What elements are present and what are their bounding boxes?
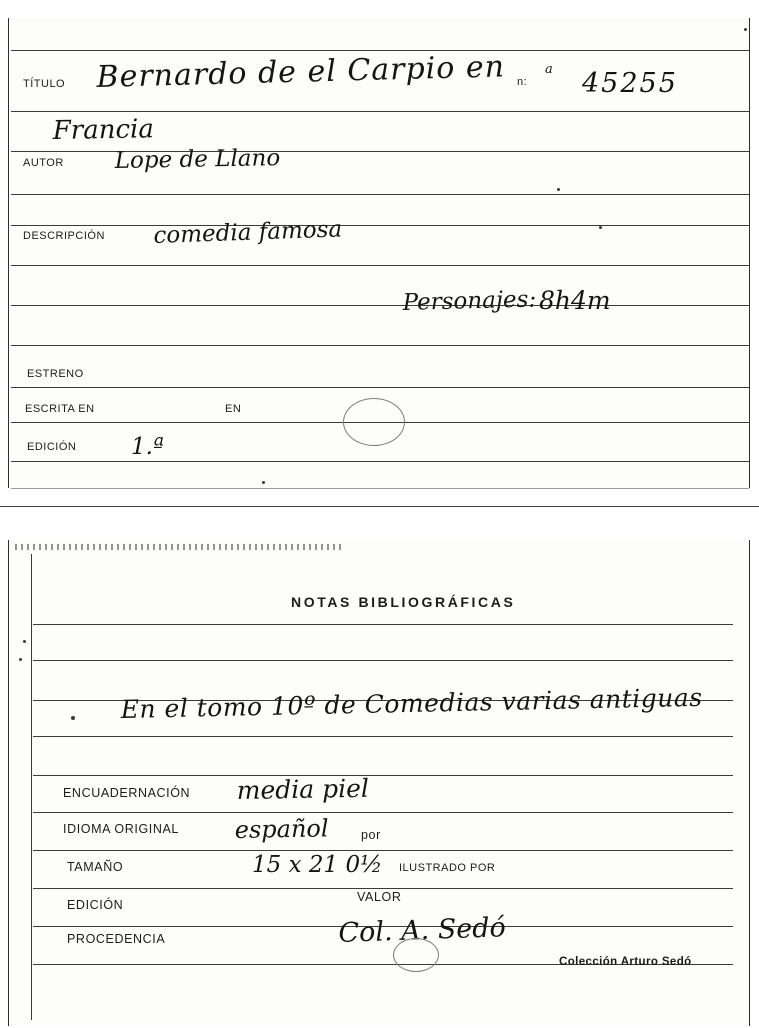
card-front-rule-4: [11, 194, 749, 195]
card-front-rule-7: [11, 305, 749, 306]
label-procedencia: PROCEDENCIA: [67, 932, 166, 946]
scan-speck-3: [262, 481, 265, 484]
scan-speck-6: [19, 658, 22, 661]
label-titulo: TÍTULO: [23, 78, 66, 90]
scan-speck-7: [23, 640, 26, 643]
card-back-rule-5: [33, 775, 733, 776]
value-descripcion: comedia famosa: [153, 216, 343, 249]
value-idioma-original: español: [234, 814, 329, 844]
value-catalog-number: 45255: [582, 68, 678, 99]
scan-top-edge-noise: [15, 544, 345, 550]
label-ilustrado-por: ILUSTRADO POR: [399, 862, 496, 874]
label-escrita-en: ESCRITA EN: [25, 403, 95, 415]
label-autor: AUTOR: [23, 157, 64, 169]
catalog-card-back: [8, 540, 750, 1026]
label-edicion-back: EDICIÓN: [67, 898, 124, 912]
card-back-rule-7: [33, 850, 733, 851]
value-edicion-front: 1.ª: [131, 434, 164, 460]
label-catalog-number: n:: [517, 76, 528, 88]
card-front-rule-6: [11, 265, 749, 266]
card-front-rule-8: [11, 345, 749, 346]
value-personajes: 8h4m: [539, 286, 611, 315]
value-titulo-overflow: Francia: [52, 114, 155, 146]
scan-speck-5: [71, 716, 75, 720]
card-back-rule-2: [33, 660, 733, 661]
scan-speck-1: [557, 188, 560, 191]
label-valor: VALOR: [357, 890, 402, 904]
card-front-rule-11: [11, 461, 749, 462]
label-edicion: EDICIÓN: [27, 441, 77, 453]
label-estreno: ESTRENO: [27, 368, 84, 380]
label-idioma-original: IDIOMA ORIGINAL: [63, 822, 179, 836]
label-por: por: [361, 828, 381, 842]
card-back-rule-8: [33, 888, 733, 889]
value-nota-bibliografica: En el tomo 10º de Comedias varias antiguas: [120, 682, 703, 724]
label-tamano: TAMAÑO: [67, 860, 124, 874]
scan-speck-4: [744, 28, 747, 31]
card-front-rule-9: [11, 387, 749, 388]
value-procedencia: Col. A. Sedó: [337, 912, 507, 949]
value-titulo: Bernardo de el Carpio en: [96, 49, 506, 95]
scan-speck-2: [599, 226, 602, 229]
scan-artifact-blob-2: [393, 938, 439, 972]
card-back-rule-1: [33, 624, 733, 625]
collection-footer: Colección Arturo Sedó: [559, 956, 692, 968]
label-encuadernacion: ENCUADERNACIÓN: [63, 786, 191, 800]
card-back-rule-6: [33, 812, 733, 813]
scan-artifact-blob: [343, 398, 405, 446]
catalog-number-superscript: a: [545, 62, 553, 77]
value-tamano: 15 x 21 0½: [252, 852, 383, 878]
card-front-rule-1: [11, 50, 749, 51]
card-front-rule-2: [11, 111, 749, 112]
label-personajes: Personajes:: [402, 286, 537, 316]
card-front-rule-12: [11, 488, 749, 489]
heading-notas-bibliograficas: NOTAS BIBLIOGRÁFICAS: [291, 594, 516, 610]
value-autor: Lope de Llano: [114, 145, 281, 174]
catalog-card-front: [8, 18, 750, 488]
card-back-rule-4: [33, 736, 733, 737]
label-en: EN: [225, 403, 242, 415]
card-separator: [0, 506, 759, 507]
card-front-rule-5: [11, 225, 749, 226]
value-encuadernacion: media piel: [236, 773, 370, 805]
label-descripcion: DESCRIPCIÓN: [23, 230, 105, 242]
